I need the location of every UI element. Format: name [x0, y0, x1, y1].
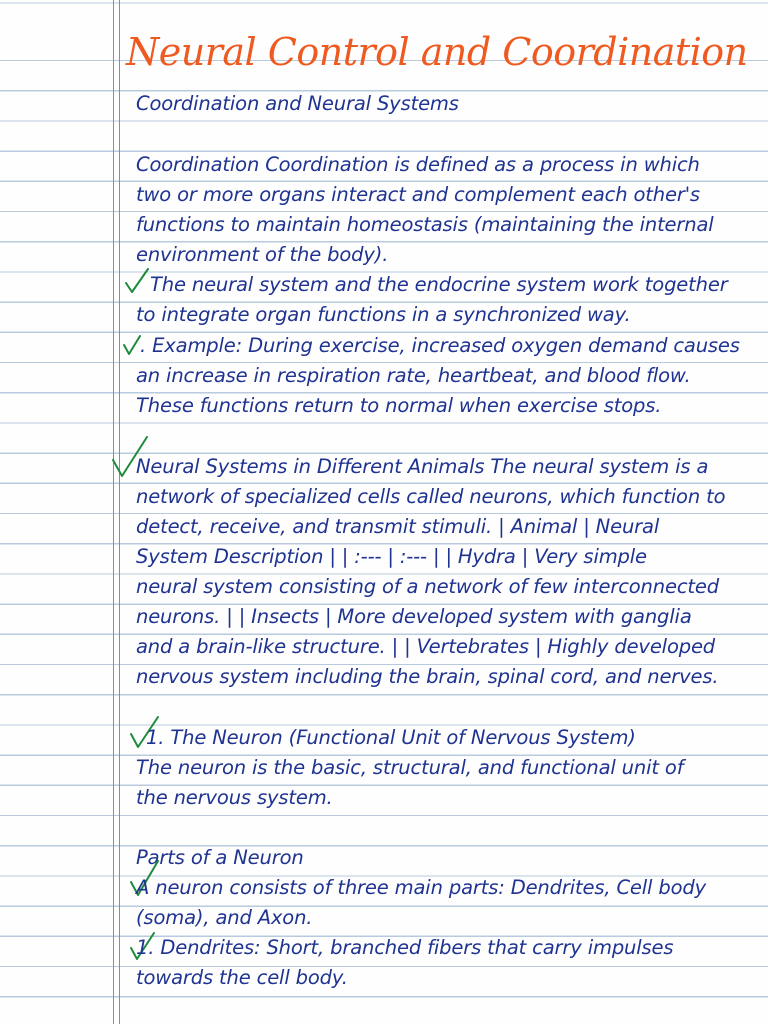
text-line: the nervous system. — [136, 786, 333, 809]
text-line: to integrate organ functions in a synchronized way. — [136, 303, 631, 326]
text-line: towards the cell body. — [136, 966, 348, 989]
text-line: neural system consisting of a network of few interconnected — [136, 575, 719, 598]
page-title: Neural Control and Coordination — [126, 30, 748, 74]
margin-line — [119, 0, 120, 1024]
section-heading: Parts of a Neuron — [136, 846, 304, 869]
text-line: The neuron is the basic, structural, and functional unit of — [136, 756, 684, 779]
text-line: These functions return to normal when exercise stops. — [136, 394, 662, 417]
text-line: two or more organs interact and complement each other's — [136, 183, 700, 206]
text-line: A neuron consists of three main parts: Dendrites, Cell body — [136, 876, 706, 899]
text-line: functions to maintain homeostasis (maintaining the internal — [136, 213, 714, 236]
text-line: nervous system including the brain, spinal cord, and nerves. — [136, 665, 719, 688]
text-line: (soma), and Axon. — [136, 906, 313, 929]
text-line: detect, receive, and transmit stimuli. | Animal | Neural — [136, 515, 660, 538]
text-line: environment of the body). — [136, 243, 389, 266]
text-line: network of specialized cells called neurons, which function to — [136, 485, 726, 508]
text-line: Neural Systems in Different Animals The neural system is a — [136, 455, 709, 478]
section-subtitle: Coordination and Neural Systems — [136, 92, 459, 115]
margin-line — [113, 0, 114, 1024]
text-line: Coordination Coordination is defined as a process in which — [136, 153, 700, 176]
text-line: 1. Dendrites: Short, branched fibers that carry impulses — [136, 936, 674, 959]
text-line: and a brain-like structure. | | Vertebrates | Highly developed — [136, 635, 716, 658]
text-line: System Description | | :--- | :--- | | Hydra | Very simple — [136, 545, 647, 568]
text-line: neurons. | | Insects | More developed system with ganglia — [136, 605, 692, 628]
text-line: an increase in respiration rate, heartbeat, and blood flow. — [136, 364, 691, 387]
text-line: The neural system and the endocrine system work together — [150, 273, 728, 296]
checkmark-icon — [124, 266, 150, 296]
text-line: . Example: During exercise, increased oxygen demand causes — [140, 334, 740, 357]
section-heading: 1. The Neuron (Functional Unit of Nervous System) — [146, 726, 636, 749]
